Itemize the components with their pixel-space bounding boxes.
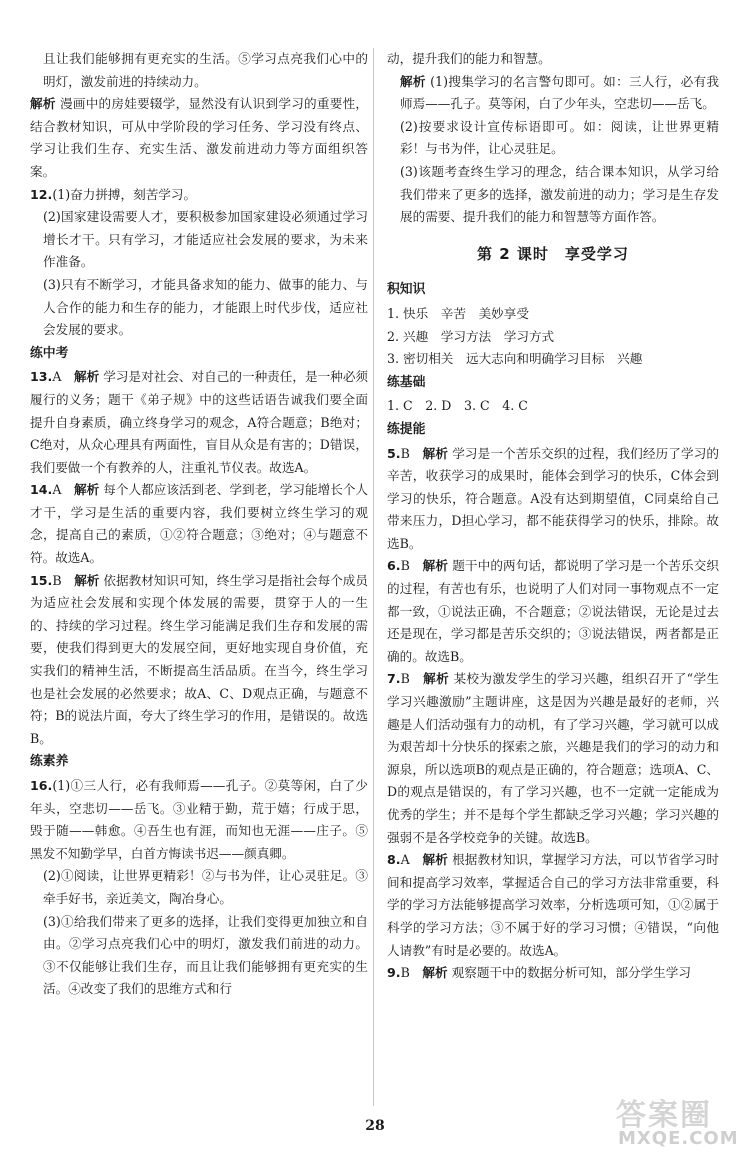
column-divider: [373, 48, 374, 1106]
section-zhongkao: 练中考: [30, 345, 69, 361]
explanation-part-2: (2)按要求设计宣传标语即可。如：阅读，让世界更精彩！与书为伴，让心灵驻足。: [400, 118, 719, 157]
explanation: 解析 (1)搜集学习的名言警句即可。如：三人行，必有我师焉——孔子。莫等闲，白了少年头，空悲切——岳飞。: [400, 73, 719, 112]
q16-part-2: (2)①阅读，让世界更精彩！②与书为伴，让心灵驻足。③牵手好书，亲近美文，陶冶身心。: [43, 868, 368, 906]
question-15: 15.B 解析 依据教材知识可知，终生学习是指社会每个成员为适应社会发展和实现个体发展的需要，贯穿于人的一生的、持续的学习过程。终生学习能满足我们生存和发展的需要，使我们得到更大的发展空间，更好地实现自身价值，充实我们的精神生活，不断提高生活品质。在当今，终生学习也是社会发展的必然要求；故A、C、D观点正确，与题意不符；B的说法片面，夸大了终生学习的作用，是错误的。故选B。: [30, 572, 369, 746]
question-7: 7.B 解析 某校为激发学生的学习兴趣，组织召开了“学生学习兴趣激励”主题讲座，这是因为兴趣是最好的老师，兴趣是人们活动强有力的动机，有了学习兴趣，学习就可以成为艰苦却十分快乐的探索之旅，兴趣是我们的学习的动力和源泉，所以选项B的观点是正确的，符合题意；选项A、C、D的观点是错误的，有了学习兴趣，也不一定就一定能成为优秀的学生；并不是每个学生都缺乏学习兴趣；学习兴趣的强弱不是各学校竞争的关键。故选B。: [387, 671, 720, 845]
question-13: 13.A 解析 学习是对社会、对自己的一种责任，是一种必须履行的义务；题干《弟子规》中的这些话语告诚我们要全面提升自身素质，确立终身学习的观念，A符合题意；B绝对；C绝对，从众心理具有两面性，盲目从众是有害的；D错误，我们要做一个有教养的人，注重礼节仪表。故选A。: [30, 369, 369, 475]
question-16: 16.(1)①三人行，必有我师焉——孔子。②莫等闲，白了少年头，空悲切——岳飞。③业精于勤，荒于嬉；行成于思，毁于随——韩愈。④吾生也有涯，而知也无涯——庄子。⑤黑发不知勤学早，白首方悔读书迟——颜真卿。: [30, 778, 368, 861]
lesson-title: 第 2 课时 享受学习: [477, 244, 629, 263]
knowledge-2: 2. 兴趣 学习方法 学习方式: [387, 328, 555, 344]
question-12: 12.(1)奋力拼搏，刻苦学习。: [30, 186, 197, 202]
section-jizhishi: 积知识: [387, 282, 426, 298]
explanation-part-3: (3)该题考查终生学习的理念，结合课本知识，从学习给我们带来了更多的选择，激发前进的动力；学习是生存发展的需要、提升我们的能力和智慧等方面作答。: [400, 163, 719, 225]
question-9: 9.B 解析 观察题干中的数据分析可知，部分学生学习: [387, 965, 691, 981]
watermark-text-url: MXQE.COM: [618, 1128, 739, 1149]
answer-continuation: 且让我们能够拥有更充实的生活。⑤学习点亮我们心中的明灯，激发前进的持续动力。: [43, 51, 368, 89]
q16-part-3: (3)①给我们带来了更多的选择，让我们变得更加独立和自由。②学习点亮我们心中的明灯，激发我们前进的动力。③不仅能够让我们生存，而且让我们能够拥有更充实的生活。④改变了我们的思维方式和行: [43, 913, 368, 997]
answer-continuation: 动，提升我们的能力和智慧。: [387, 51, 551, 66]
question-14: 14.A 解析 每个人都应该活到老、学到老，学习能增长个人才干，学习是生活的重要内容，我们要树立终生学习的观念，提高自己的素质，①②符合题意；③绝对；④与题意不符。故选A。: [30, 482, 369, 566]
section-suyang: 练素养: [30, 754, 69, 770]
watermark-text-cn: 答案圈: [616, 1098, 712, 1133]
q12-part-3: (3)只有不断学习，才能具备求知的能力、做事的能力、与人合作的能力和生存的能力，才能跟上时代步伐，适应社会发展的要求。: [43, 276, 368, 338]
right-column: [387, 48, 719, 985]
basic-answers: 1. C 2. D 3. C 4. C: [387, 398, 528, 414]
q12-part-2: (2)国家建设需要人才，要积极参加国家建设必须通过学习增长才干。只有学习，才能适应社会发展的要求，为未来作准备。: [43, 209, 368, 270]
section-jichu: 练基础: [387, 374, 426, 390]
question-6: 6.B 解析 题干中的两句话，都说明了学习是一个苦乐交织的过程，有苦也有乐，也说明了人们对同一事物观点不一定都一致，①说法正确，不合题意；②说法错误，无论是过去还是现在，学习都是苦乐交织的；③说法错误，两者都是正确的。故选B。: [387, 558, 719, 664]
page-number: 28: [365, 1118, 385, 1134]
knowledge-3: 3. 密切相关 远大志向和明确学习目标 兴趣: [387, 351, 643, 367]
question-8: 8.A 解析 根据教材知识，掌握学习方法，可以节省学习时间和提高学习效率，掌握适合自己的学习方法非常重要，科学的学习方法能够提高学习效率，分析选项可知，①②属于科学的学习方法；③不属于好的学习习惯；④错误，“向他人请教”有时是必要的。故选A。: [387, 852, 720, 958]
question-5: 5.B 解析 学习是一个苦乐交织的过程，我们经历了学习的辛苦，收获学习的成果时，能体会到学习的快乐，C体会到学习的快乐，符合题意。A没有达到期望值，C同桌给自己带来压力，D担心学习，都不能获得学习的快乐，排除。故选B。: [387, 445, 719, 551]
left-column: [30, 48, 368, 1001]
watermark-logo: [610, 1090, 740, 1154]
explanation: 解析 漫画中的房娃要辍学，显然没有认识到学习的重要性，结合教材知识，可从中学阶段的学习任务、学习没有终点、学习让我们生存、充实生活、激发前进动力等方面组织答案。: [30, 96, 369, 179]
knowledge-1: 1. 快乐 辛苦 美妙享受: [387, 305, 529, 321]
section-tineng: 练提能: [387, 421, 426, 437]
